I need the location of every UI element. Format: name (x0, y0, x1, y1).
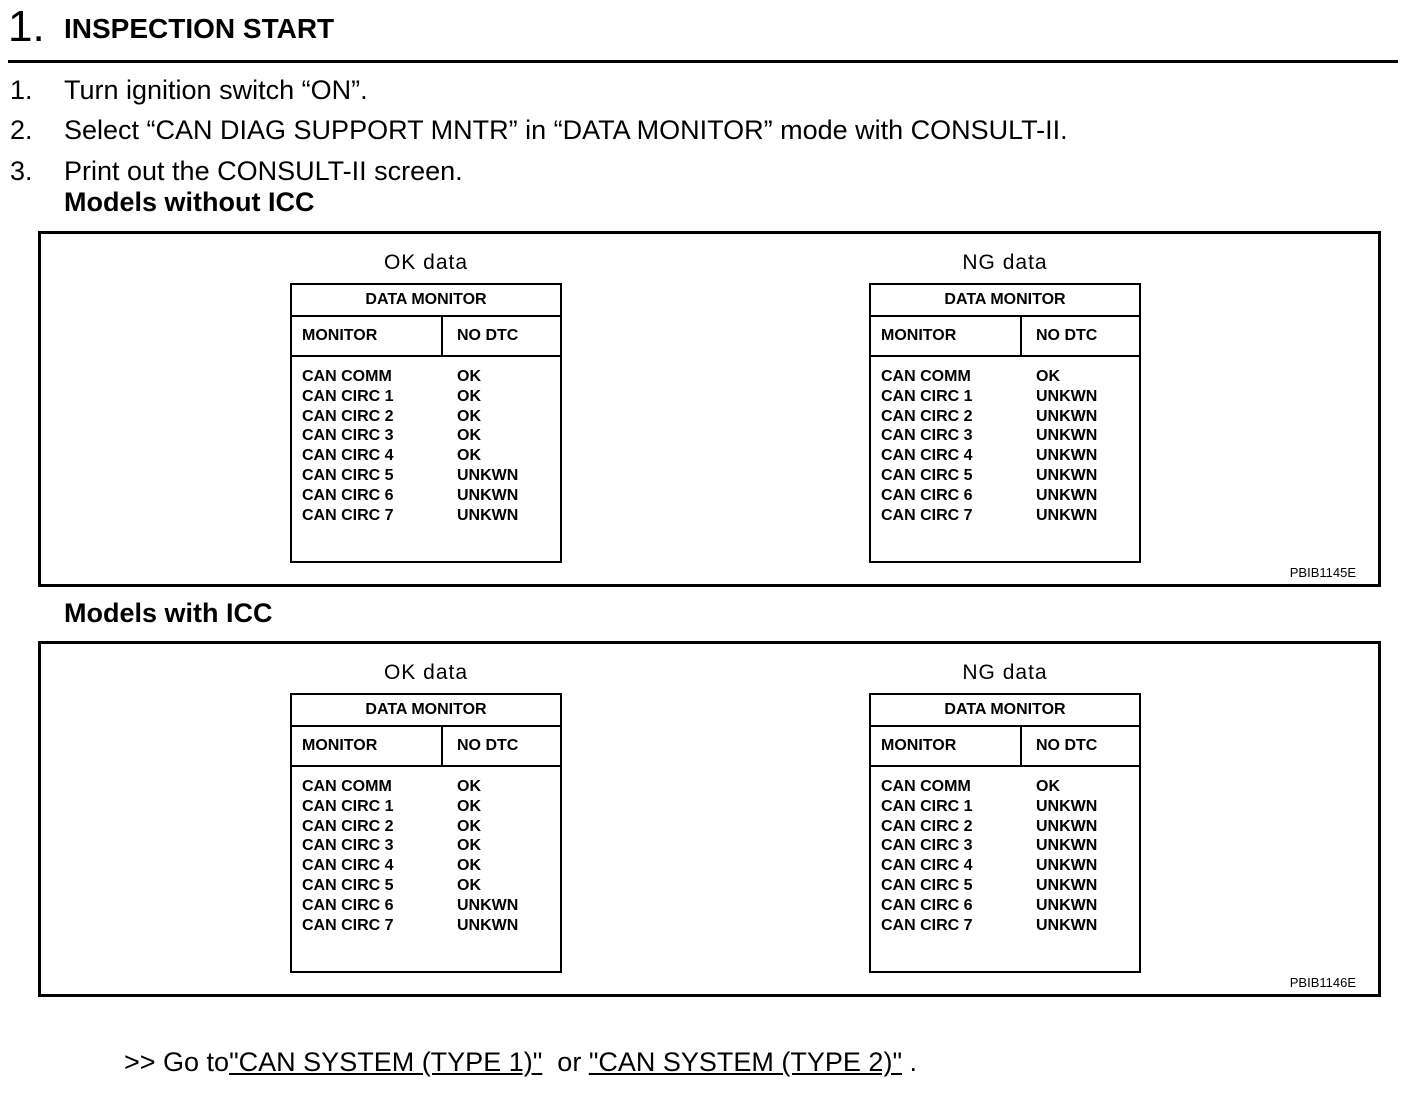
monitor-item-name: CAN CIRC 5 (302, 466, 394, 484)
monitor-item-status: UNKWN (1036, 506, 1098, 524)
step-header (8, 0, 1398, 63)
monitor-column-header: MONITOR (302, 737, 378, 754)
step-number: 1. (8, 2, 45, 51)
monitor-item-status: UNKWN (457, 916, 519, 934)
monitor-row (871, 387, 1139, 407)
monitor-item-name: CAN CIRC 2 (881, 407, 973, 425)
monitor-item-status: UNKWN (1036, 797, 1098, 815)
monitor-item-name: CAN COMM (302, 778, 392, 795)
monitor-item-status: OK (457, 447, 481, 465)
monitor-item-name: CAN CIRC 7 (881, 916, 973, 934)
monitor-item-status: OK (457, 368, 481, 385)
data-monitor-screen (869, 283, 1141, 563)
monitor-item-name: CAN CIRC 3 (881, 427, 973, 445)
monitor-item-status: OK (457, 817, 481, 835)
monitor-row (292, 836, 560, 856)
monitor-rows (871, 367, 1139, 525)
monitor-item-name: CAN CIRC 6 (302, 486, 394, 504)
column-divider (1020, 727, 1022, 765)
monitor-item-name: CAN CIRC 3 (881, 837, 973, 855)
monitor-row (871, 446, 1139, 466)
status-column-header: NO DTC (457, 737, 519, 754)
monitor-row (292, 426, 560, 446)
monitor-item-name: CAN CIRC 2 (881, 817, 973, 835)
monitor-row (871, 426, 1139, 446)
monitor-header (292, 317, 560, 357)
monitor-item-status: OK (457, 797, 481, 815)
data-monitor-screen (869, 693, 1141, 973)
monitor-item-name: CAN CIRC 4 (881, 857, 973, 875)
monitor-title: DATA MONITOR (292, 695, 560, 727)
monitor-item-status: UNKWN (457, 506, 519, 524)
monitor-row (292, 387, 560, 407)
monitor-row (292, 486, 560, 506)
monitor-item-status: UNKWN (1036, 427, 1098, 445)
instruction-text: Print out the CONSULT-II screen. (64, 156, 463, 186)
monitor-row (292, 797, 560, 817)
monitor-rows (292, 367, 560, 525)
monitor-row (871, 836, 1139, 856)
monitor-row (871, 367, 1139, 387)
monitor-item-name: CAN CIRC 4 (302, 857, 394, 875)
monitor-title: DATA MONITOR (871, 285, 1139, 317)
monitor-item-status: UNKWN (1036, 486, 1098, 504)
monitor-header (292, 727, 560, 767)
goto-line (124, 1044, 917, 1080)
monitor-row (871, 486, 1139, 506)
instruction-number: 1. (10, 75, 33, 105)
monitor-row (292, 916, 560, 936)
monitor-item-status: UNKWN (1036, 896, 1098, 914)
monitor-title: DATA MONITOR (871, 695, 1139, 727)
figure-code: PBIB1146E (1289, 975, 1356, 990)
monitor-item-name: CAN CIRC 6 (881, 896, 973, 914)
section-title: Models with ICC (64, 598, 273, 628)
column-divider (1020, 317, 1022, 355)
monitor-row (292, 506, 560, 526)
monitor-item-status: OK (457, 407, 481, 425)
monitor-row (871, 916, 1139, 936)
monitor-row (871, 797, 1139, 817)
figure-code: PBIB1145E (1289, 565, 1356, 580)
monitor-item-status: UNKWN (1036, 916, 1098, 934)
status-column-header: NO DTC (1036, 737, 1098, 754)
monitor-item-status: UNKWN (1036, 876, 1098, 894)
monitor-title: DATA MONITOR (292, 285, 560, 317)
monitor-item-status: OK (457, 427, 481, 445)
monitor-item-name: CAN CIRC 6 (881, 486, 973, 504)
monitor-item-status: OK (457, 857, 481, 875)
monitor-item-name: CAN CIRC 7 (302, 506, 394, 524)
data-monitor-screen (290, 283, 562, 563)
monitor-row (871, 777, 1139, 797)
can-system-type1-link[interactable]: "CAN SYSTEM (TYPE 1)" (229, 1047, 543, 1077)
monitor-row (292, 817, 560, 837)
monitor-item-status: OK (457, 387, 481, 405)
monitor-row (871, 876, 1139, 896)
monitor-item-name: CAN CIRC 5 (881, 876, 973, 894)
monitor-item-name: CAN CIRC 3 (302, 837, 394, 855)
monitor-header (871, 317, 1139, 357)
monitor-item-name: CAN CIRC 4 (881, 447, 973, 465)
monitor-row (871, 856, 1139, 876)
monitor-row (292, 856, 560, 876)
can-system-type2-link[interactable]: "CAN SYSTEM (TYPE 2)" (588, 1047, 903, 1077)
monitor-item-status: UNKWN (1036, 407, 1098, 425)
monitor-item-status: UNKWN (1036, 837, 1098, 855)
monitor-row (292, 446, 560, 466)
column-divider (441, 317, 443, 355)
monitor-item-name: CAN CIRC 2 (302, 817, 394, 835)
step-title: INSPECTION START (64, 13, 335, 44)
monitor-row (292, 407, 560, 427)
monitor-item-name: CAN CIRC 4 (302, 447, 394, 465)
monitor-item-status: OK (457, 778, 481, 795)
monitor-row (292, 896, 560, 916)
figure-box (38, 641, 1381, 997)
monitor-item-status: UNKWN (457, 466, 519, 484)
instruction-text: Select “CAN DIAG SUPPORT MNTR” in “DATA MONITOR” mode with CONSULT-II. (64, 115, 1068, 145)
monitor-row (292, 777, 560, 797)
monitor-column-header: MONITOR (302, 327, 378, 344)
monitor-item-name: CAN COMM (302, 368, 392, 385)
instruction-number: 3. (10, 156, 33, 186)
monitor-item-name: CAN COMM (881, 778, 971, 795)
status-column-header: NO DTC (457, 327, 519, 344)
panel-label: OK data (383, 251, 469, 274)
instruction-number: 2. (10, 115, 33, 145)
monitor-item-name: CAN COMM (881, 368, 971, 385)
monitor-item-status: OK (457, 876, 481, 894)
monitor-item-name: CAN CIRC 3 (302, 427, 394, 445)
monitor-row (292, 466, 560, 486)
monitor-item-status: UNKWN (457, 896, 519, 914)
monitor-item-name: CAN CIRC 6 (302, 896, 394, 914)
monitor-item-status: UNKWN (1036, 817, 1098, 835)
monitor-row (871, 896, 1139, 916)
status-column-header: NO DTC (1036, 327, 1098, 344)
monitor-item-name: CAN CIRC 7 (302, 916, 394, 934)
goto-middle: or (542, 1047, 589, 1077)
monitor-item-status: OK (1036, 778, 1060, 795)
monitor-header (871, 727, 1139, 767)
monitor-rows (871, 777, 1139, 935)
monitor-item-status: UNKWN (1036, 857, 1098, 875)
monitor-row (871, 466, 1139, 486)
monitor-item-status: UNKWN (1036, 447, 1098, 465)
column-divider (441, 727, 443, 765)
monitor-item-status: OK (1036, 368, 1060, 385)
monitor-item-name: CAN CIRC 7 (881, 506, 973, 524)
monitor-item-status: UNKWN (1036, 387, 1098, 405)
monitor-item-status: OK (457, 837, 481, 855)
monitor-row (871, 817, 1139, 837)
monitor-item-name: CAN CIRC 5 (302, 876, 394, 894)
panel-label: NG data (962, 661, 1048, 684)
monitor-item-name: CAN CIRC 1 (881, 387, 973, 405)
monitor-row (292, 367, 560, 387)
panel-label: OK data (383, 661, 469, 684)
monitor-item-status: UNKWN (457, 486, 519, 504)
monitor-item-name: CAN CIRC 1 (881, 797, 973, 815)
monitor-item-name: CAN CIRC 1 (302, 387, 394, 405)
monitor-rows (292, 777, 560, 935)
data-monitor-screen (290, 693, 562, 973)
monitor-item-name: CAN CIRC 1 (302, 797, 394, 815)
monitor-column-header: MONITOR (881, 327, 957, 344)
monitor-item-status: UNKWN (1036, 466, 1098, 484)
monitor-row (292, 876, 560, 896)
monitor-item-name: CAN CIRC 2 (302, 407, 394, 425)
instruction-text: Turn ignition switch “ON”. (64, 75, 368, 105)
goto-prefix: >> Go to (124, 1047, 230, 1077)
section-title: Models without ICC (64, 187, 315, 217)
monitor-row (871, 407, 1139, 427)
monitor-column-header: MONITOR (881, 737, 957, 754)
monitor-row (871, 506, 1139, 526)
panel-label: NG data (962, 251, 1048, 274)
figure-box (38, 231, 1381, 587)
monitor-item-name: CAN CIRC 5 (881, 466, 973, 484)
goto-suffix: . (902, 1047, 918, 1077)
